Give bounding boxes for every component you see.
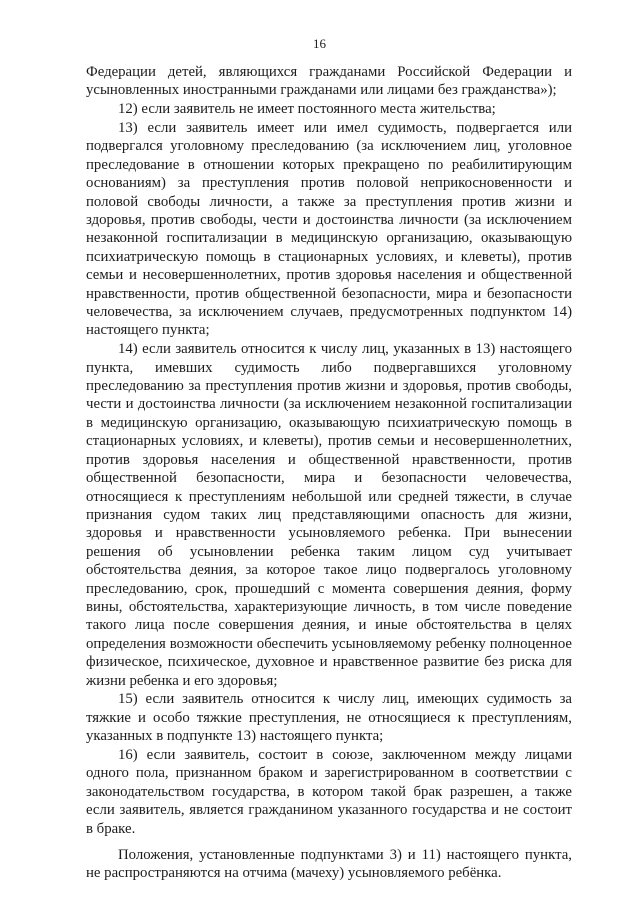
paragraph-item-15: 15) если заявитель относится к числу лиц, имеющих судимость за тяжкие и особо тяжкие преступления, не относящиеся к преступлениям, указанных в подпункте 13) настоящего пункта; [86, 691, 572, 745]
paragraph-provisions: Положения, установленные подпунктами 3) и 11) настоящего пункта, не распространяются на отчима (мачеху) усыновляемого ребёнка. [86, 847, 572, 882]
paragraph-item-16: 16) если заявитель, состоит в союзе, заключенном между лицами одного пола, признанном браком и зарегистрированном в соответствии с законодательством государства, в котором такой брак разрешен, а также если заявитель, является гражданином указанного государства и не состоит в браке. [86, 746, 572, 837]
page-number: 16 [313, 36, 326, 51]
document-body [86, 63, 572, 883]
paragraph-item-13: 13) если заявитель имеет или имел судимость, подвергается или подвергался уголовному преследованию (за исключением лиц, уголовное преследование в отношении которых прекращено по реабилитирующим основаниям) за преступления против половой неприкосновенности и половой свободы личности, а также за преступления против жизни и здоровья, против свободы, чести и достоинства личности (за исключением незаконной госпитализации в медицинскую организацию, оказывающую психиатрическую помощь в стационарных условиях, и клеветы), против семьи и несовершеннолетних, против здоровья населения и общественной нравственности, против общественной безопасности, мира и безопасности человечества, за исключением случаев, предусмотренных подпунктом 14) настоящего пункта; [86, 120, 572, 339]
paragraph-continuation: Федерации детей, являющихся гражданами Российской Федерации и усыновленных иностранными гражданами или лицами без гражданства»); [86, 64, 572, 99]
paragraph-item-12: 12) если заявитель не имеет постоянного места жительства; [118, 101, 496, 118]
paragraph-item-14: 14) если заявитель относится к числу лиц, указанных в 13) настоящего пункта, имевших судимость либо подвергавшихся уголовному преследованию за преступления против жизни и здоровья, против свободы, чести и достоинства личности (за исключением незаконной госпитализации в медицинскую организацию, оказывающую психиатрическую помощь в стационарных условиях, и клеветы), против семьи и несовершеннолетних, против здоровья населения и общественной нравственности, против общественной безопасности, мира и безопасности человечества, относящиеся к преступлениям небольшой или средней тяжести, в случае признания судом таких лиц представляющими опасность для жизни, здоровья и нравственности усыновляемого ребенка. При вынесении решения об усыновлении ребенка таким лицом суд учитывает обстоятельства деяния, за которое такое лицо подвергалось уголовному преследованию, срок, прошедший с момента совершения деяния, форму вины, обстоятельства, характеризующие личность, в том числе поведение такого лица после совершения деяния, и иные обстоятельства в целях определения возможности обеспечить усыновляемому ребенку полноценное физическое, психическое, духовное и нравственное развитие без риска для жизни ребенка и его здоровья; [86, 341, 572, 689]
